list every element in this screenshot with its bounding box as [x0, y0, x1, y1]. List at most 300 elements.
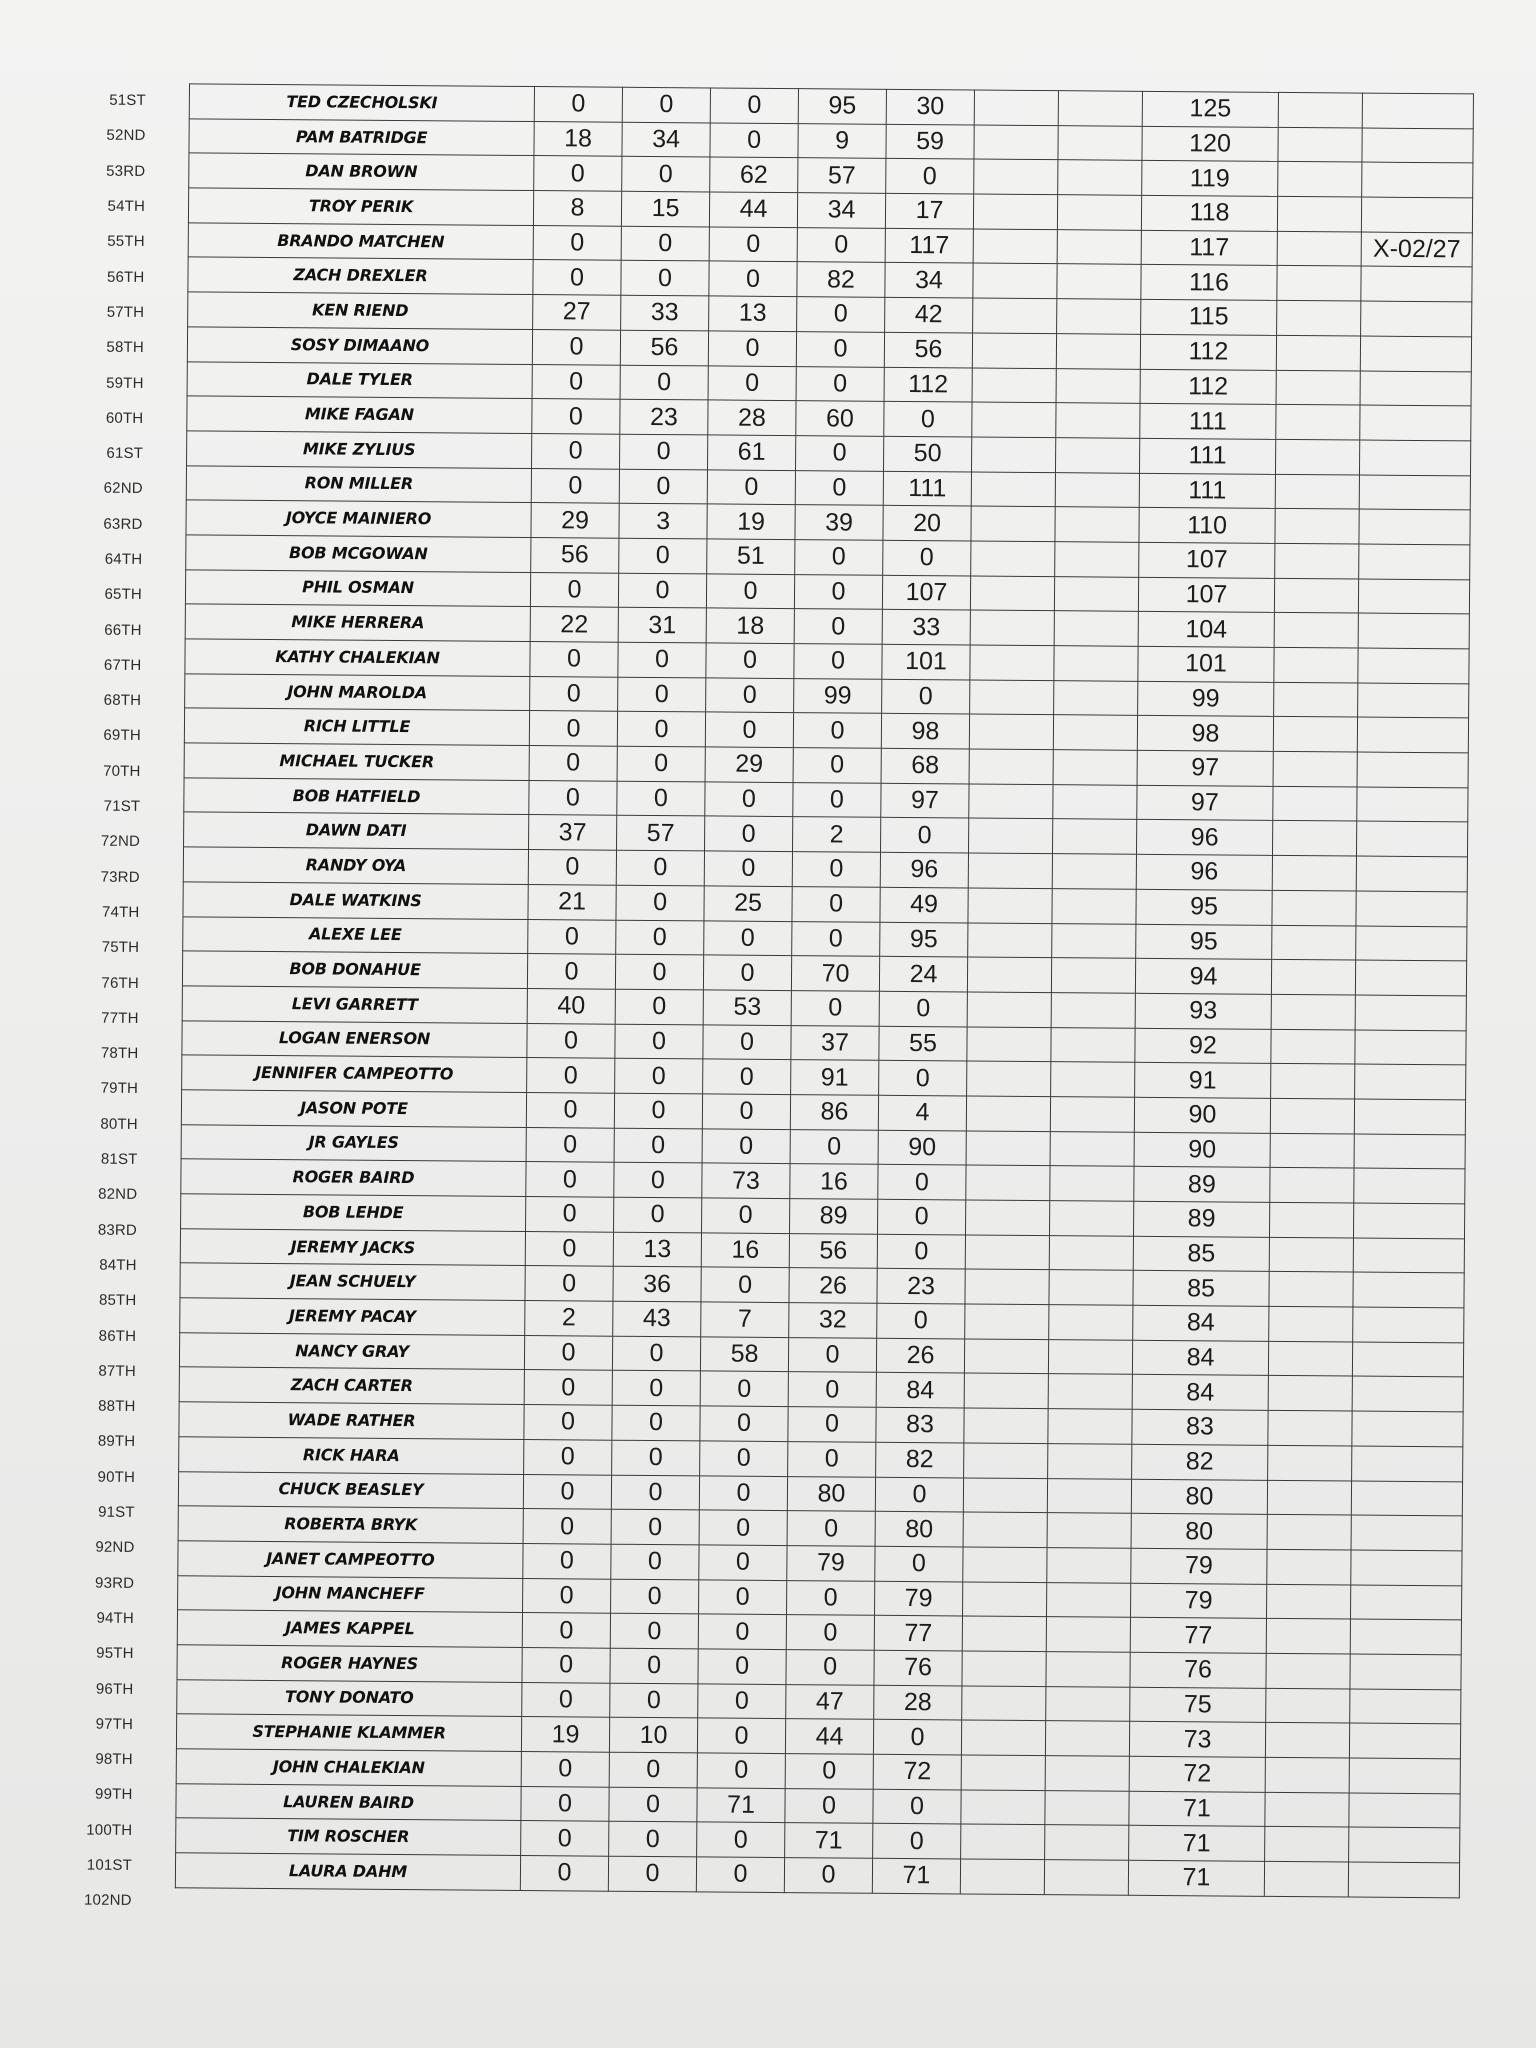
empty-score-cell: [1052, 888, 1136, 923]
empty-score-cell: [1054, 680, 1138, 715]
note-cell: [1348, 1862, 1459, 1898]
total-cell: 80: [1131, 1513, 1267, 1549]
empty-score-cell: [972, 368, 1056, 403]
score-cell: 0: [873, 1789, 961, 1824]
empty-score-cell: [970, 610, 1054, 645]
score-cell: 80: [787, 1476, 875, 1511]
player-name: LAURA DAHM: [175, 1853, 520, 1890]
total-cell: 75: [1130, 1687, 1266, 1723]
score-cell: 0: [792, 921, 880, 956]
blank-cell: [1277, 301, 1361, 336]
score-cell: 0: [533, 260, 621, 295]
blank-cell: [1270, 1133, 1354, 1168]
total-cell: 97: [1137, 750, 1273, 786]
score-cell: 0: [611, 1509, 699, 1544]
score-cell: 0: [609, 1752, 697, 1787]
score-cell: 34: [885, 263, 973, 298]
empty-score-cell: [1048, 1339, 1132, 1374]
rank-label: 71ST: [103, 797, 141, 816]
blank-cell: [1276, 335, 1360, 370]
score-cell: 34: [622, 122, 710, 157]
empty-score-cell: [1047, 1513, 1131, 1548]
rank-label: 86TH: [98, 1327, 137, 1345]
player-name: JANET CAMPEOTTO: [178, 1541, 523, 1578]
empty-score-cell: [1052, 923, 1136, 958]
rank-label: 96TH: [95, 1680, 134, 1698]
total-cell: 107: [1138, 577, 1274, 613]
note-cell: [1356, 856, 1467, 892]
score-cell: 0: [697, 1822, 785, 1857]
total-cell: 92: [1135, 1028, 1271, 1064]
score-cell: 18: [534, 121, 622, 156]
note-cell: [1351, 1550, 1462, 1586]
empty-score-cell: [1055, 472, 1139, 507]
rank-label: 69TH: [103, 727, 141, 745]
player-name: JASON POTE: [181, 1090, 526, 1127]
total-cell: 104: [1138, 612, 1274, 648]
score-cell: 73: [702, 1163, 790, 1198]
empty-score-cell: [968, 853, 1052, 888]
total-cell: 85: [1133, 1271, 1269, 1307]
empty-score-cell: [973, 229, 1057, 264]
score-cell: 0: [526, 1127, 614, 1162]
note-cell: [1352, 1411, 1463, 1447]
score-cell: 56: [620, 330, 708, 365]
empty-score-cell: [1057, 299, 1141, 334]
player-name: JOYCE MAINIERO: [186, 500, 531, 537]
score-cell: 77: [874, 1616, 962, 1651]
total-cell: 83: [1132, 1409, 1268, 1445]
empty-score-cell: [1056, 333, 1140, 368]
score-cell: 83: [876, 1407, 964, 1442]
score-cell: 0: [879, 991, 967, 1026]
note-cell: [1361, 301, 1472, 337]
score-cell: 0: [784, 1858, 872, 1893]
player-name: DALE WATKINS: [183, 882, 528, 919]
rank-label: 92ND: [95, 1538, 135, 1557]
empty-score-cell: [973, 298, 1057, 333]
score-cell: 0: [706, 574, 794, 609]
score-cell: 0: [527, 1023, 615, 1058]
total-cell: 89: [1133, 1201, 1269, 1237]
blank-cell: [1265, 1827, 1349, 1862]
player-name: JENNIFER CAMPEOTTO: [182, 1055, 527, 1092]
blank-cell: [1270, 1168, 1354, 1203]
score-cell: 86: [790, 1095, 878, 1130]
empty-score-cell: [1052, 819, 1136, 854]
blank-cell: [1269, 1272, 1353, 1307]
score-cell: 0: [703, 955, 791, 990]
rank-label: 83RD: [97, 1221, 138, 1239]
player-name: CHUCK BEASLEY: [178, 1471, 523, 1508]
score-cell: 0: [530, 572, 618, 607]
empty-score-cell: [1053, 750, 1137, 785]
score-cell: 37: [529, 815, 617, 850]
empty-score-cell: [1048, 1409, 1132, 1444]
empty-score-cell: [969, 784, 1053, 819]
score-cell: 0: [528, 850, 616, 885]
empty-score-cell: [1050, 1097, 1134, 1132]
score-cell: 90: [878, 1130, 966, 1165]
score-cell: 13: [709, 296, 797, 331]
score-cell: 0: [873, 1824, 961, 1859]
rank-label: 61ST: [106, 444, 144, 463]
score-cell: 0: [706, 643, 794, 678]
blank-cell: [1275, 474, 1359, 509]
total-cell: 101: [1138, 646, 1274, 682]
rank-label: 58TH: [106, 338, 145, 357]
empty-score-cell: [1051, 958, 1135, 993]
score-cell: 76: [874, 1650, 962, 1685]
score-cell: 34: [797, 193, 885, 228]
empty-score-cell: [964, 1339, 1048, 1374]
rank-label: 77TH: [101, 1009, 139, 1027]
score-cell: 33: [882, 610, 970, 645]
empty-score-cell: [967, 992, 1051, 1027]
score-cell: 0: [614, 1197, 702, 1232]
empty-score-cell: [1053, 784, 1137, 819]
total-cell: 125: [1142, 91, 1278, 127]
empty-score-cell: [966, 1131, 1050, 1166]
score-cell: 0: [787, 1511, 875, 1546]
total-cell: 95: [1136, 889, 1272, 925]
empty-score-cell: [1049, 1235, 1133, 1270]
score-cell: 0: [621, 226, 709, 261]
empty-score-cell: [972, 333, 1056, 368]
score-cell: 80: [875, 1511, 963, 1546]
empty-score-cell: [1056, 403, 1140, 438]
score-cell: 0: [796, 331, 884, 366]
score-cell: 0: [612, 1440, 700, 1475]
rank-label: 94TH: [96, 1609, 135, 1627]
rank-column: [48, 82, 152, 1918]
score-cell: 0: [616, 920, 704, 955]
blank-cell: [1265, 1757, 1349, 1792]
total-cell: 111: [1139, 438, 1275, 474]
score-cell: 0: [704, 920, 792, 955]
empty-score-cell: [1050, 1131, 1134, 1166]
score-cell: 0: [608, 1856, 696, 1891]
empty-score-cell: [1053, 715, 1137, 750]
player-name: TROY PERIK: [188, 188, 533, 225]
score-cell: 19: [707, 504, 795, 539]
score-cell: 0: [698, 1614, 786, 1649]
empty-score-cell: [974, 90, 1058, 125]
rank-label: 70TH: [103, 762, 141, 780]
score-cell: 0: [521, 1821, 609, 1856]
note-cell: [1352, 1342, 1463, 1378]
player-name: BOB HATFIELD: [184, 778, 529, 815]
score-cell: 61: [708, 435, 796, 470]
score-cell: 0: [524, 1405, 612, 1440]
empty-score-cell: [1045, 1721, 1129, 1756]
player-name: ZACH DREXLER: [188, 257, 533, 294]
empty-score-cell: [1058, 160, 1142, 195]
rank-label: 66TH: [104, 621, 142, 639]
rank-label: 88TH: [98, 1397, 136, 1416]
player-name: JOHN MANCHEFF: [178, 1575, 523, 1612]
score-cell: 29: [705, 747, 793, 782]
score-cell: 0: [698, 1684, 786, 1719]
total-cell: 117: [1141, 230, 1277, 266]
score-cell: 0: [610, 1613, 698, 1648]
score-cell: 3: [619, 503, 707, 538]
score-cell: 43: [613, 1301, 701, 1336]
score-cell: 0: [699, 1510, 787, 1545]
blank-cell: [1273, 717, 1357, 752]
score-cell: 23: [620, 399, 708, 434]
score-cell: 82: [797, 262, 885, 297]
total-cell: 116: [1141, 265, 1277, 301]
player-name: RON MILLER: [186, 465, 531, 502]
score-cell: 91: [791, 1060, 879, 1095]
score-cell: 44: [709, 192, 797, 227]
score-cell: 0: [708, 365, 796, 400]
score-cell: 0: [698, 1649, 786, 1684]
score-cell: 0: [523, 1474, 611, 1509]
score-cell: 0: [794, 644, 882, 679]
empty-score-cell: [973, 263, 1057, 298]
note-cell: [1360, 336, 1471, 372]
score-cell: 0: [787, 1580, 875, 1615]
empty-score-cell: [1047, 1582, 1131, 1617]
blank-cell: [1272, 890, 1356, 925]
score-cell: 0: [708, 331, 796, 366]
empty-score-cell: [1046, 1652, 1130, 1687]
score-cell: 4: [878, 1095, 966, 1130]
score-cell: 0: [699, 1579, 787, 1614]
note-cell: [1361, 197, 1472, 233]
score-cell: 0: [522, 1647, 610, 1682]
blank-cell: [1275, 543, 1359, 578]
blank-cell: [1273, 751, 1357, 786]
score-cell: 0: [701, 1267, 789, 1302]
score-cell: 0: [793, 713, 881, 748]
blank-cell: [1266, 1688, 1350, 1723]
score-cell: 0: [788, 1372, 876, 1407]
total-cell: 112: [1140, 334, 1276, 370]
rank-label: 101ST: [86, 1856, 133, 1874]
total-cell: 112: [1140, 369, 1276, 405]
score-cell: 13: [613, 1232, 701, 1267]
score-cell: 0: [883, 540, 971, 575]
score-cell: 2: [793, 817, 881, 852]
empty-score-cell: [974, 159, 1058, 194]
score-cell: 0: [526, 1162, 614, 1197]
note-cell: [1359, 544, 1470, 580]
score-cell: 56: [789, 1233, 877, 1268]
player-name: BOB MCGOWAN: [186, 535, 531, 572]
score-cell: 0: [614, 1093, 702, 1128]
score-cell: 50: [883, 436, 971, 471]
note-cell: [1353, 1238, 1464, 1274]
score-cell: 10: [609, 1718, 697, 1753]
score-cell: 26: [789, 1268, 877, 1303]
score-cell: 0: [529, 711, 617, 746]
score-cell: 16: [701, 1233, 789, 1268]
score-cell: 107: [882, 575, 970, 610]
player-name: MIKE ZYLIUS: [187, 431, 532, 468]
empty-score-cell: [965, 1304, 1049, 1339]
total-cell: 99: [1138, 681, 1274, 717]
rank-label: 95TH: [96, 1644, 134, 1663]
score-cell: 0: [527, 1058, 615, 1093]
score-cell: 0: [705, 782, 793, 817]
score-cell: 0: [610, 1683, 698, 1718]
player-name: RANDY OYA: [183, 847, 528, 884]
standings-sheet: [47, 82, 1502, 1973]
blank-cell: [1271, 960, 1355, 995]
note-cell: [1362, 93, 1473, 129]
score-cell: 57: [617, 816, 705, 851]
empty-score-cell: [966, 1096, 1050, 1131]
note-cell: [1355, 960, 1466, 996]
empty-score-cell: [1056, 368, 1140, 403]
empty-score-cell: [963, 1582, 1047, 1617]
note-cell: [1359, 475, 1470, 511]
total-cell: 84: [1133, 1305, 1269, 1341]
score-cell: 44: [785, 1719, 873, 1754]
score-cell: 0: [533, 225, 621, 260]
blank-cell: [1277, 231, 1361, 266]
empty-score-cell: [961, 1720, 1045, 1755]
note-cell: [1362, 128, 1473, 164]
total-cell: 72: [1129, 1756, 1265, 1792]
score-cell: 18: [706, 608, 794, 643]
player-name: JAMES KAPPEL: [177, 1610, 522, 1647]
score-cell: 0: [611, 1475, 699, 1510]
note-cell: [1359, 509, 1470, 545]
player-name: KEN RIEND: [188, 292, 533, 329]
note-cell: [1352, 1376, 1463, 1412]
score-cell: 0: [796, 366, 884, 401]
score-cell: 0: [702, 1094, 790, 1129]
blank-cell: [1267, 1480, 1351, 1515]
score-cell: 33: [621, 295, 709, 330]
total-cell: 98: [1137, 716, 1273, 752]
score-cell: 0: [524, 1335, 612, 1370]
rank-label: 82ND: [98, 1186, 138, 1204]
empty-score-cell: [961, 1755, 1045, 1790]
score-cell: 79: [787, 1545, 875, 1580]
score-cell: 0: [792, 852, 880, 887]
player-name: DALE TYLER: [187, 361, 532, 398]
player-name: SOSY DIMAANO: [187, 327, 532, 364]
score-cell: 96: [880, 852, 968, 887]
note-cell: [1349, 1827, 1460, 1863]
player-name: ROBERTA BRYK: [178, 1506, 523, 1543]
empty-score-cell: [961, 1790, 1045, 1825]
blank-cell: [1267, 1549, 1351, 1584]
score-cell: 0: [532, 399, 620, 434]
score-cell: 0: [525, 1231, 613, 1266]
score-cell: 0: [611, 1544, 699, 1579]
empty-score-cell: [1049, 1270, 1133, 1305]
score-cell: 0: [612, 1371, 700, 1406]
total-cell: 90: [1134, 1132, 1270, 1168]
rank-label: 76TH: [101, 974, 140, 992]
total-cell: 79: [1130, 1583, 1266, 1619]
score-cell: 0: [620, 434, 708, 469]
note-cell: [1350, 1585, 1461, 1621]
score-cell: 25: [704, 886, 792, 921]
rank-label: 99TH: [95, 1786, 133, 1804]
note-cell: [1354, 1134, 1465, 1170]
empty-score-cell: [1047, 1478, 1131, 1513]
empty-score-cell: [970, 576, 1054, 611]
empty-score-cell: [1046, 1617, 1130, 1652]
total-cell: 107: [1139, 542, 1275, 578]
blank-cell: [1278, 92, 1362, 127]
score-cell: 0: [696, 1857, 784, 1892]
score-cell: 0: [612, 1336, 700, 1371]
empty-score-cell: [970, 645, 1054, 680]
player-name: WADE RATHER: [179, 1402, 524, 1439]
score-cell: 0: [793, 748, 881, 783]
note-cell: [1354, 1099, 1465, 1135]
blank-cell: [1271, 994, 1355, 1029]
score-cell: 0: [790, 1129, 878, 1164]
note-cell: [1351, 1515, 1462, 1551]
score-cell: 0: [609, 1787, 697, 1822]
empty-score-cell: [965, 1269, 1049, 1304]
total-cell: 118: [1141, 195, 1277, 231]
rank-label: 81ST: [100, 1150, 138, 1169]
note-cell: [1350, 1654, 1461, 1690]
score-cell: 0: [526, 1092, 614, 1127]
player-name: LAUREN BAIRD: [176, 1783, 521, 1820]
score-cell: 0: [615, 1058, 703, 1093]
blank-cell: [1272, 821, 1356, 856]
rank-label: 79TH: [100, 1080, 139, 1098]
score-cell: 0: [699, 1545, 787, 1580]
score-cell: 0: [794, 574, 882, 609]
blank-cell: [1271, 1029, 1355, 1064]
rank-label: 97TH: [95, 1715, 134, 1733]
score-cell: 0: [622, 157, 710, 192]
blank-cell: [1275, 439, 1359, 474]
player-name: PAM BATRIDGE: [189, 119, 534, 156]
blank-cell: [1265, 1723, 1349, 1758]
empty-score-cell: [974, 125, 1058, 160]
rank-label: 78TH: [100, 1044, 139, 1063]
total-cell: 96: [1136, 854, 1272, 890]
blank-cell: [1268, 1341, 1352, 1376]
player-name: BOB LEHDE: [181, 1194, 526, 1231]
blank-cell: [1278, 162, 1362, 197]
score-cell: 2: [525, 1301, 613, 1336]
rank-label: 60TH: [105, 409, 144, 427]
empty-score-cell: [963, 1547, 1047, 1582]
empty-score-cell: [967, 1061, 1051, 1096]
blank-cell: [1273, 786, 1357, 821]
score-cell: 0: [878, 1199, 966, 1234]
score-cell: 0: [530, 642, 618, 677]
empty-score-cell: [1044, 1860, 1128, 1895]
note-cell: [1358, 579, 1469, 615]
empty-score-cell: [969, 749, 1053, 784]
score-cell: 0: [621, 261, 709, 296]
score-cell: 0: [705, 816, 793, 851]
blank-cell: [1266, 1584, 1350, 1619]
blank-cell: [1274, 682, 1358, 717]
note-cell: [1353, 1203, 1464, 1239]
score-cell: 0: [531, 468, 619, 503]
blank-cell: [1271, 1064, 1355, 1099]
empty-score-cell: [1048, 1443, 1132, 1478]
score-cell: 23: [877, 1269, 965, 1304]
score-cell: 0: [620, 365, 708, 400]
